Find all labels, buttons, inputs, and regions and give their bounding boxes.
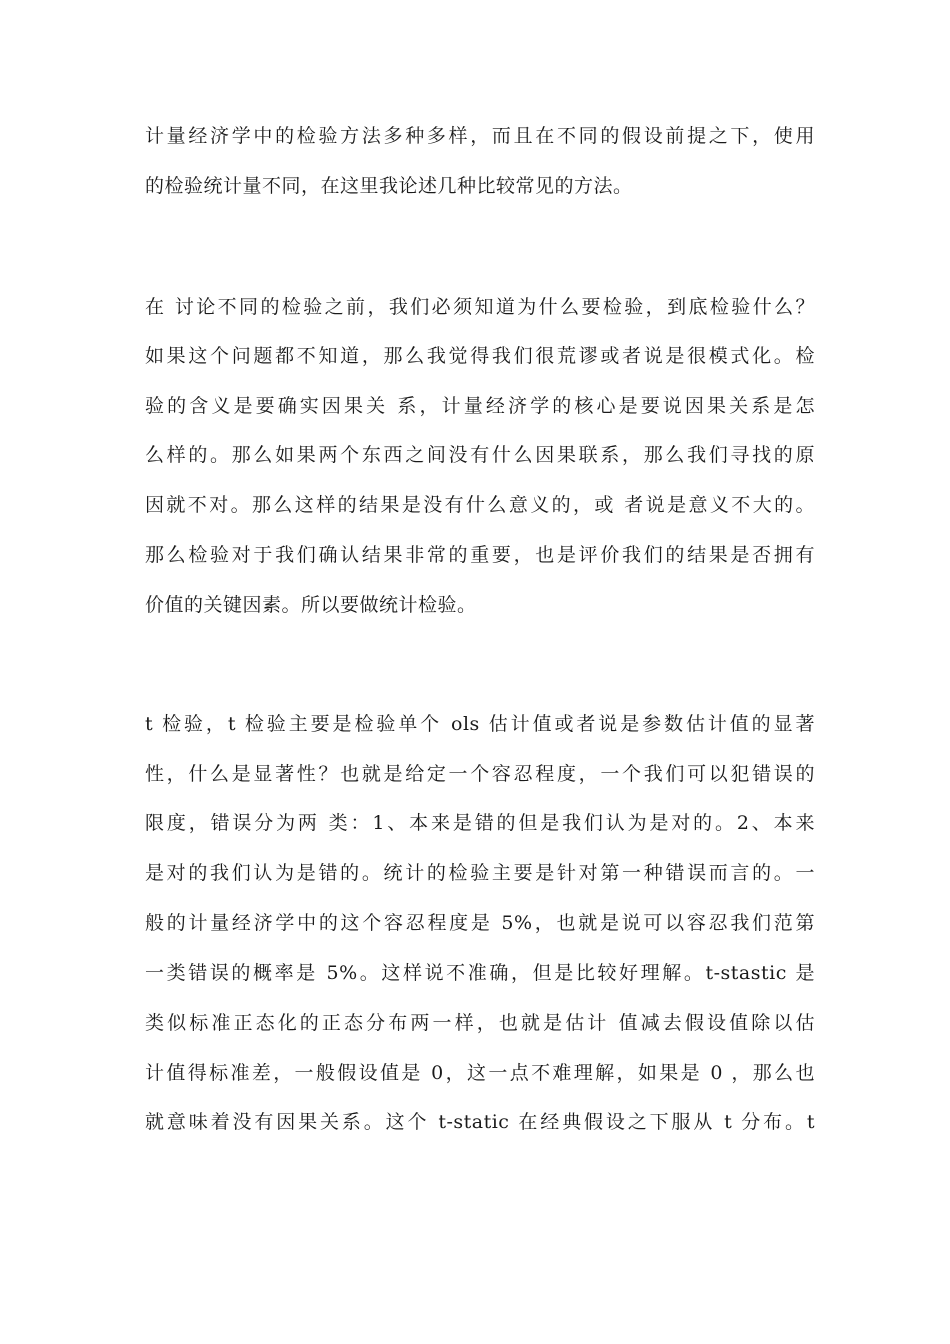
text-line: 性，什么是显著性？也就是给定一个容忍程度，一个我们可以犯错误的 <box>145 763 815 785</box>
text-line: 因就不对。那么这样的结果是没有什么意义的，或 者说是意义不大的。 <box>145 494 815 516</box>
text-line: 计量经济学中的检验方法多种多样，而且在不同的假设前提之下，使用 <box>145 125 815 147</box>
text-line: 在 讨论不同的检验之前，我们必须知道为什么要检验，到底检验什么？ <box>145 296 815 318</box>
text-line: 一类错误的概率是 5%。这样说不准确，但是比较好理解。t-stastic 是 <box>145 962 815 984</box>
text-line: 般的计量经济学中的这个容忍程度是 5%，也就是说可以容忍我们范第 <box>145 912 815 934</box>
text-line: t 检验，t 检验主要是检验单个 ols 估计值或者说是参数估计值的显著 <box>145 713 815 735</box>
text-line: 的检验统计量不同，在这里我论述几种比较常见的方法。 <box>145 175 633 197</box>
text-line: 价值的关键因素。所以要做统计检验。 <box>145 594 477 616</box>
text-line: 计值得标准差，一般假设值是 0，这一点不难理解，如果是 0 ，那么也 <box>145 1062 815 1084</box>
text-line: 那么检验对于我们确认结果非常的重要，也是评价我们的结果是否拥有 <box>145 544 815 566</box>
text-line: 是对的我们认为是错的。统计的检验主要是针对第一种错误而言的。一 <box>145 862 815 884</box>
text-line: 就意味着没有因果关系。这个 t-static 在经典假设之下服从 t 分布。t <box>145 1111 815 1133</box>
text-line: 类似标准正态化的正态分布两一样，也就是估计 值减去假设值除以估 <box>145 1012 815 1034</box>
text-line: 限度，错误分为两 类：1、本来是错的但是我们认为是对的。2、本来 <box>145 812 815 834</box>
text-line: 验的含义是要确实因果关 系，计量经济学的核心是要说因果关系是怎 <box>145 395 815 417</box>
text-line: 如果这个问题都不知道，那么我觉得我们很荒谬或者说是很模式化。检 <box>145 345 815 367</box>
text-line: 么样的。那么如果两个东西之间没有什么因果联系，那么我们寻找的原 <box>145 444 815 466</box>
